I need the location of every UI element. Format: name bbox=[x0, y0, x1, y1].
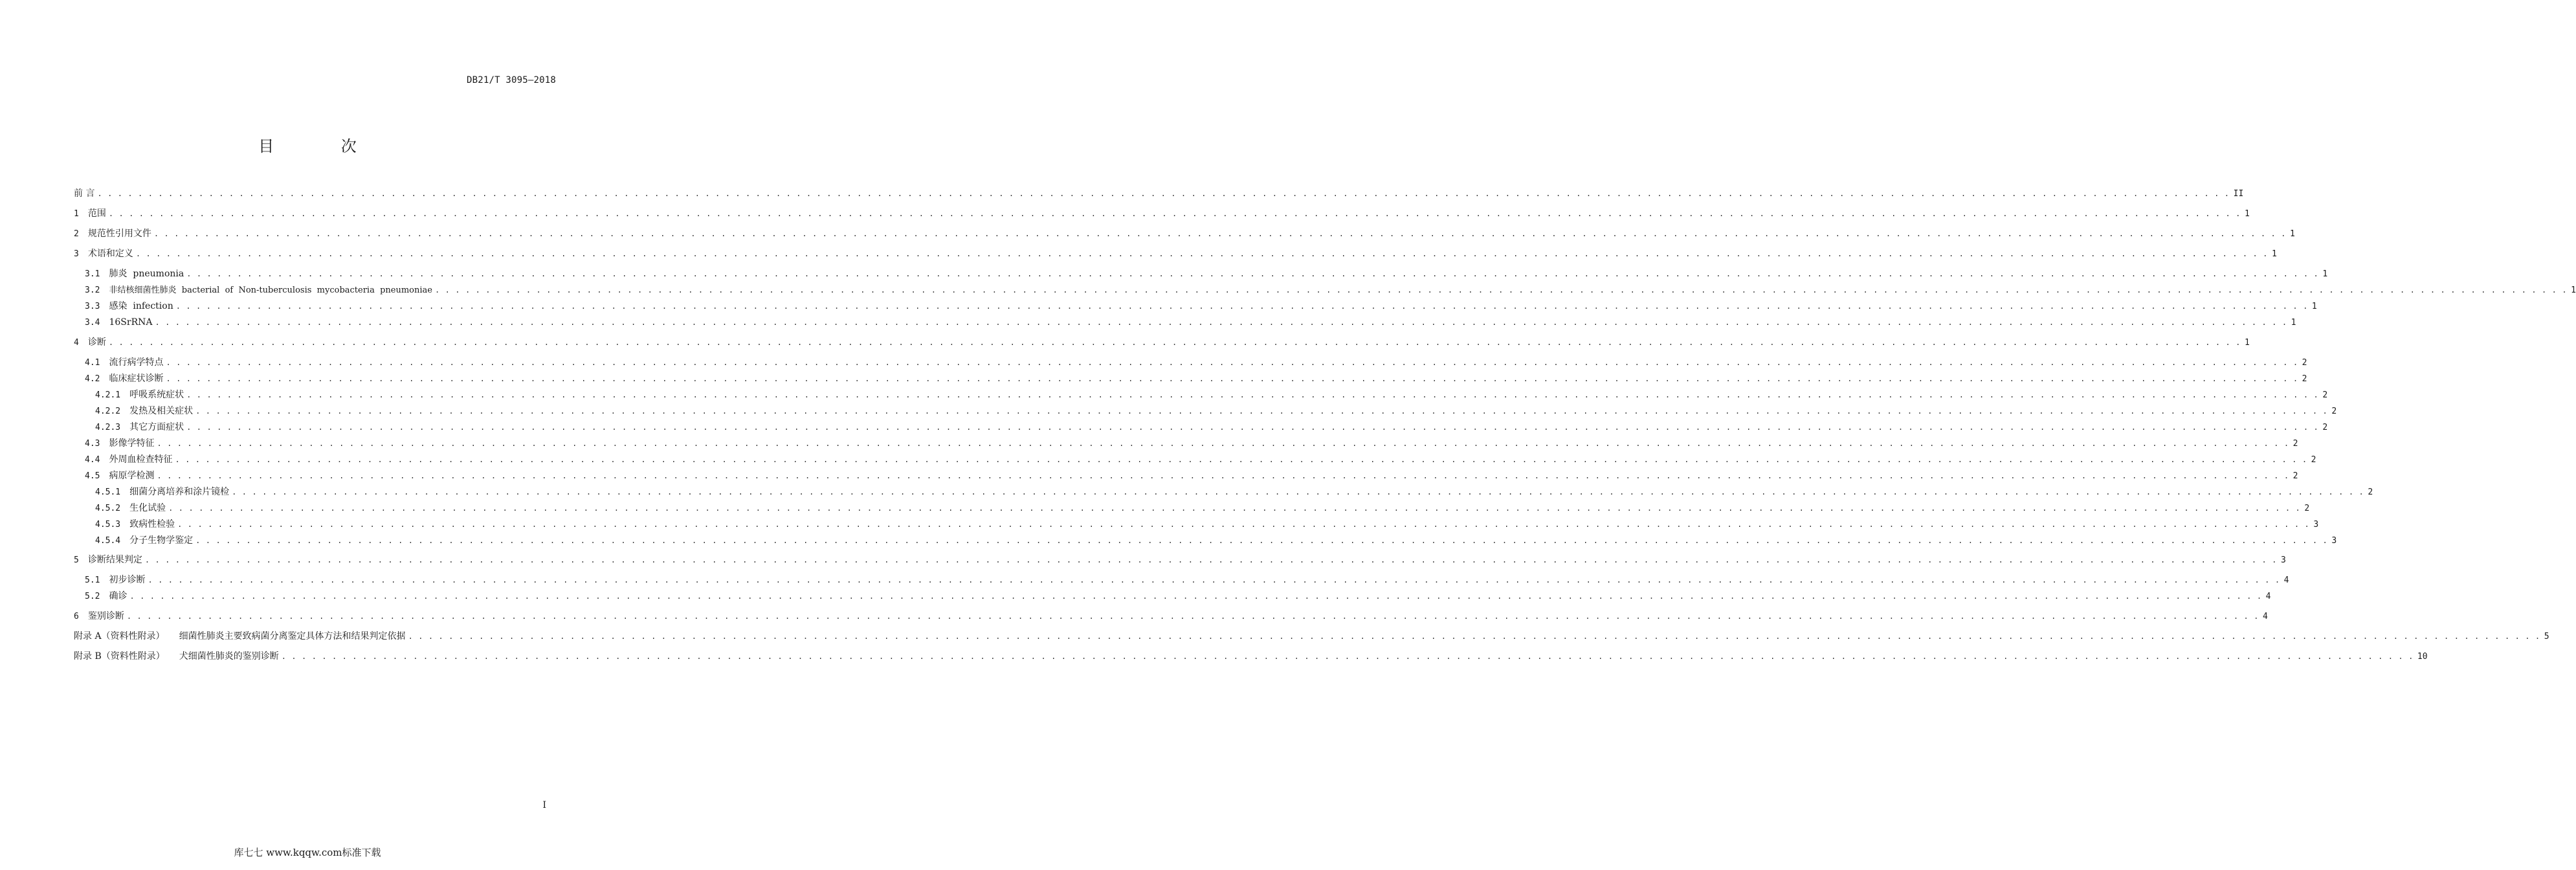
toc-num: 3 bbox=[74, 249, 79, 259]
toc-page: 4 bbox=[2263, 612, 2268, 621]
toc-label: 其它方面症状 bbox=[129, 422, 184, 432]
toc-page: 1 bbox=[2290, 229, 2295, 239]
toc-entry-foreword[interactable] bbox=[74, 188, 2244, 200]
toc-entry-4-5-1[interactable] bbox=[95, 486, 2373, 498]
toc-label: 病原学检测 bbox=[109, 471, 155, 481]
toc-page: 2 bbox=[2293, 471, 2298, 481]
toc-entry-3-2[interactable] bbox=[85, 284, 2576, 296]
toc-num: 4.2.1 bbox=[95, 390, 121, 400]
toc-label: 生化试验 bbox=[129, 503, 166, 513]
toc-leader bbox=[109, 337, 2241, 348]
toc-label: 感染 infection bbox=[109, 301, 173, 311]
toc-num: 4.5.2 bbox=[95, 504, 121, 513]
toc-num: 4.1 bbox=[85, 358, 100, 368]
toc-label: 流行病学特点 bbox=[109, 357, 164, 368]
toc-page: 2 bbox=[2322, 423, 2328, 432]
toc-num: 2 bbox=[74, 229, 79, 239]
toc-leader bbox=[157, 470, 2289, 482]
toc-label: 肺炎 pneumonia bbox=[109, 269, 184, 279]
toc-entry-4[interactable] bbox=[74, 337, 2250, 349]
toc-label: 影像学特征 bbox=[109, 438, 155, 449]
toc-entry-4-5-2[interactable] bbox=[95, 502, 2310, 515]
toc-num: 附录 A（资料性附录） bbox=[74, 631, 165, 641]
toc-page: 4 bbox=[2265, 592, 2271, 601]
toc-leader bbox=[195, 535, 2327, 546]
toc-num: 3.1 bbox=[85, 269, 100, 279]
toc-label: 规范性引用文件 bbox=[87, 229, 151, 239]
toc-num: 4.2.3 bbox=[95, 423, 121, 432]
toc-leader bbox=[195, 405, 2327, 417]
toc-page: 1 bbox=[2272, 249, 2277, 259]
toc-entry-2[interactable] bbox=[74, 228, 2295, 240]
toc-num: 4.2.2 bbox=[95, 407, 121, 416]
toc-label: 诊断 bbox=[87, 337, 106, 348]
toc-page: 1 bbox=[2311, 302, 2317, 311]
toc-entry-4-3[interactable] bbox=[85, 438, 2298, 450]
toc-label: 呼吸系统症状 bbox=[129, 390, 184, 400]
toc-leader bbox=[186, 268, 2318, 280]
toc-leader bbox=[232, 486, 2364, 498]
footer-watermark: 库七七 www.kqqw.com标准下载 bbox=[234, 847, 381, 858]
toc-num: 5.1 bbox=[85, 575, 100, 585]
toc-label: 诊断结果判定 bbox=[87, 555, 142, 565]
toc-entry-3-4[interactable] bbox=[85, 317, 2296, 329]
toc-num: 4.5.4 bbox=[95, 536, 121, 546]
toc-num: 3.3 bbox=[85, 302, 100, 311]
toc-page: 3 bbox=[2331, 536, 2337, 546]
toc-num: 6 bbox=[74, 612, 79, 621]
toc-entry-4-5-4[interactable] bbox=[95, 535, 2337, 547]
toc-num: 5.2 bbox=[85, 592, 100, 601]
toc-num: 5 bbox=[74, 555, 79, 565]
toc-num: 3.2 bbox=[85, 285, 100, 295]
toc-page: 3 bbox=[2313, 520, 2319, 530]
toc-page: 2 bbox=[2331, 407, 2337, 416]
toc-entry-4-2-2[interactable] bbox=[95, 405, 2337, 418]
toc-page: 1 bbox=[2322, 269, 2328, 279]
toc-leader bbox=[186, 389, 2318, 401]
toc-leader bbox=[127, 610, 2259, 622]
toc-page: 2 bbox=[2368, 487, 2373, 497]
toc-page: 2 bbox=[2293, 439, 2298, 449]
toc-entry-5[interactable] bbox=[74, 554, 2286, 566]
toc-leader bbox=[154, 228, 2286, 240]
toc-entry-5-1[interactable] bbox=[85, 574, 2289, 586]
toc-leader bbox=[186, 421, 2318, 433]
toc-entry-appendix-a[interactable] bbox=[74, 630, 2549, 643]
toc-entry-4-2-3[interactable] bbox=[95, 421, 2328, 434]
toc-num: 3.4 bbox=[85, 318, 100, 328]
toc-entry-4-5[interactable] bbox=[85, 470, 2298, 482]
document-code: DB21/T 3095—2018 bbox=[466, 75, 556, 85]
toc-leader bbox=[166, 357, 2298, 368]
toc-label: 鉴别诊断 bbox=[87, 611, 124, 621]
toc-label: 细菌性肺炎主要致病菌分离鉴定具体方法和结果判定依据 bbox=[179, 631, 406, 641]
toc-leader bbox=[97, 188, 2229, 199]
toc-label: 前 言 bbox=[74, 188, 95, 199]
toc-page: 3 bbox=[2281, 555, 2286, 565]
toc-leader bbox=[145, 554, 2277, 566]
toc-leader bbox=[168, 502, 2300, 514]
toc-entry-4-5-3[interactable] bbox=[95, 519, 2319, 531]
toc-entry-4-2-1[interactable] bbox=[95, 389, 2328, 401]
toc-leader bbox=[157, 438, 2289, 449]
toc-num: 4.3 bbox=[85, 439, 100, 449]
toc-label: 致病性检验 bbox=[129, 519, 175, 530]
toc-label: 外周血检查特征 bbox=[109, 454, 173, 465]
page-title: 目 次 bbox=[258, 137, 388, 155]
toc-label: 16SrRNA bbox=[109, 317, 153, 328]
toc-leader bbox=[175, 454, 2307, 465]
toc-label: 确诊 bbox=[109, 591, 128, 601]
toc-page: 2 bbox=[2304, 504, 2310, 513]
toc-label: 初步诊断 bbox=[109, 575, 146, 585]
toc-num: 1 bbox=[74, 209, 79, 219]
toc-num: 附录 B（资料性附录） bbox=[74, 651, 165, 662]
toc-leader bbox=[136, 248, 2268, 260]
toc-page: 1 bbox=[2571, 285, 2576, 295]
toc-leader bbox=[435, 284, 2567, 296]
toc-page: 2 bbox=[2311, 455, 2316, 465]
toc-entry-3-3[interactable] bbox=[85, 300, 2317, 313]
toc-entry-4-2[interactable] bbox=[85, 373, 2307, 385]
toc-leader bbox=[148, 574, 2280, 586]
toc-num: 4.4 bbox=[85, 455, 100, 465]
toc-leader bbox=[166, 373, 2298, 385]
toc-label: 术语和定义 bbox=[87, 249, 133, 259]
toc-num: 4 bbox=[74, 338, 79, 348]
toc-page: 1 bbox=[2245, 338, 2250, 348]
toc-leader bbox=[176, 300, 2308, 312]
toc-num: 4.2 bbox=[85, 374, 100, 384]
toc-entry-4-4[interactable] bbox=[85, 454, 2316, 466]
toc-leader bbox=[129, 590, 2261, 602]
toc-entry-5-2[interactable] bbox=[85, 590, 2271, 603]
toc-num: 4.5.3 bbox=[95, 520, 121, 530]
toc-page: 2 bbox=[2302, 358, 2307, 368]
toc-page: 5 bbox=[2544, 632, 2549, 641]
toc-entry-4-1[interactable] bbox=[85, 357, 2307, 369]
toc-leader bbox=[155, 317, 2287, 328]
toc-label: 分子生物学鉴定 bbox=[129, 535, 194, 546]
toc-entry-appendix-b[interactable] bbox=[74, 651, 2428, 663]
toc-entry-3[interactable] bbox=[74, 248, 2277, 260]
toc-page: 2 bbox=[2322, 390, 2328, 400]
toc-label: 临床症状诊断 bbox=[109, 374, 164, 384]
page-number: I bbox=[542, 800, 546, 810]
toc-label: 非结核细菌性肺炎 bacterial of Non-tuberculosis mycobacteria pneumoniae bbox=[109, 285, 432, 295]
toc-label: 发热及相关症状 bbox=[129, 406, 194, 416]
toc-label: 细菌分离培养和涂片镜检 bbox=[129, 487, 230, 497]
toc-leader bbox=[177, 519, 2309, 530]
toc-leader bbox=[282, 651, 2414, 662]
toc-leader bbox=[408, 630, 2540, 642]
toc-entry-3-1[interactable] bbox=[85, 268, 2328, 280]
toc-page: II bbox=[2233, 189, 2244, 199]
toc-entry-1[interactable] bbox=[74, 208, 2250, 220]
toc-label: 犬细菌性肺炎的鉴别诊断 bbox=[179, 651, 279, 662]
toc-page: 1 bbox=[2245, 209, 2250, 219]
toc-page: 10 bbox=[2417, 652, 2428, 662]
toc-num: 4.5 bbox=[85, 471, 100, 481]
toc-num: 4.5.1 bbox=[95, 487, 121, 497]
toc-entry-6[interactable] bbox=[74, 610, 2268, 623]
toc-page: 2 bbox=[2302, 374, 2307, 384]
toc-page: 4 bbox=[2283, 575, 2289, 585]
toc-leader bbox=[109, 208, 2241, 219]
toc-page: 1 bbox=[2291, 318, 2296, 328]
toc-label: 范围 bbox=[87, 208, 106, 219]
